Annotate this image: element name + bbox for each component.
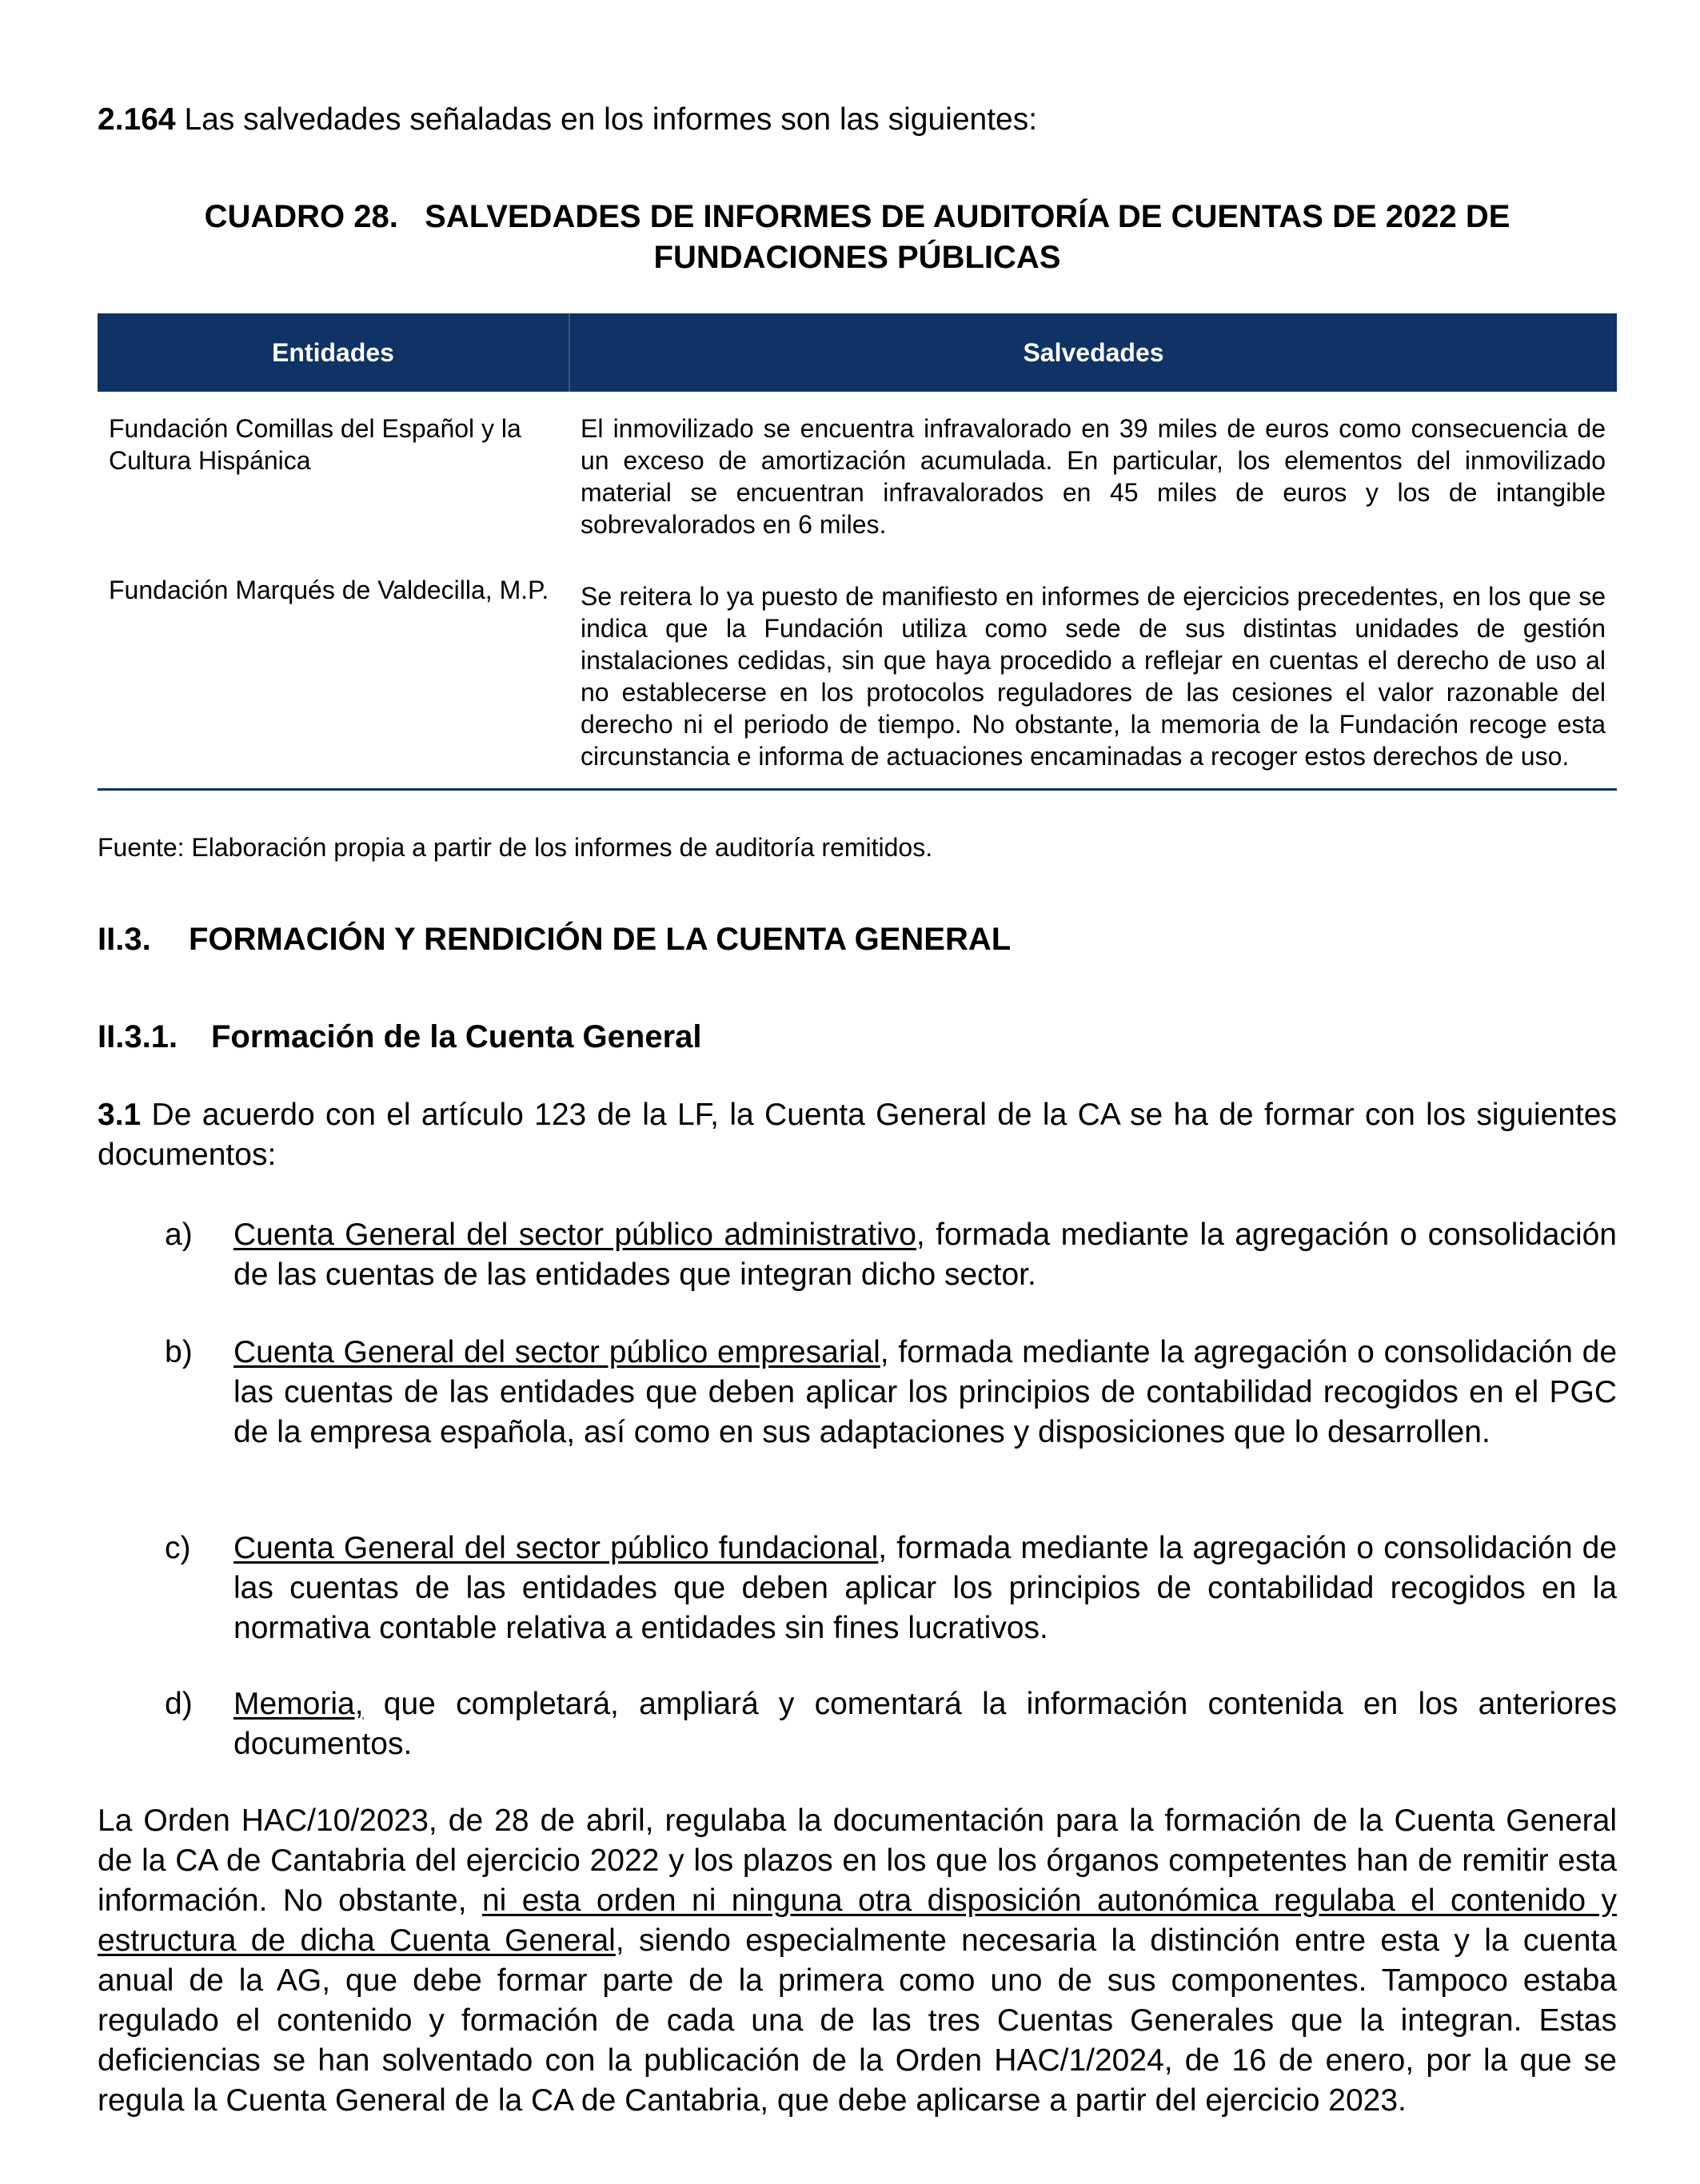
section-number: II.3. <box>98 922 151 957</box>
table-title <box>98 197 1617 278</box>
paragraph-text: De acuerdo con el artículo 123 de la LF, la Cuenta General de la CA se ha de formar con los siguientes documentos: <box>98 1098 1617 1172</box>
table-row <box>98 392 1617 572</box>
list-item-text <box>233 1528 1617 1648</box>
section-heading-ii3 <box>98 919 1011 959</box>
list-item-text <box>233 1333 1617 1453</box>
table-title-line-1: CUADRO 28. SALVEDADES DE INFORMES DE AUDITORÍA DE CUENTAS DE 2022 DE <box>204 199 1510 234</box>
paragraph-2-164 <box>98 100 1617 140</box>
underlined-term: Cuenta General del sector público fundacional <box>233 1531 879 1565</box>
underlined-term: Cuenta General del sector público administrativo <box>233 1218 916 1252</box>
table-title-line-2: FUNDACIONES PÚBLICAS <box>653 240 1061 275</box>
column-header-salvedades: Salvedades <box>569 313 1617 392</box>
list-letter: a) <box>165 1218 193 1252</box>
list-item <box>98 1684 1617 1764</box>
list-item-text <box>233 1684 1617 1764</box>
list-letter: c) <box>165 1531 191 1565</box>
underlined-term: Memoria, <box>233 1687 364 1721</box>
list-item-text <box>233 1215 1617 1295</box>
list-item <box>98 1528 1617 1648</box>
paragraph-number: 3.1 <box>98 1098 142 1132</box>
list-letter: d) <box>165 1687 193 1721</box>
column-header-entidades: Entidades <box>98 313 569 392</box>
salvedad-cell: El inmovilizado se encuentra infravalorado en 39 miles de euros como consecuencia de un exceso de amortización acumulada. En particular, los elementos del inmovilizado material se encuentran infravalorados en 45 miles de euros y los de intangible sobrevalorados en 6 miles. <box>581 414 1606 539</box>
subsection-number: II.3.1. <box>98 1019 178 1054</box>
paragraph-text: Las salvedades señaladas en los informes son las siguientes: <box>175 102 1038 137</box>
list-item-rest: , formada mediante la agregación o consolidación de las cuentas de las entidades que deben aplicar los principios de contabilidad recogidos en el PGC de la empresa española, así como en sus adaptaciones y disposiciones que lo desarrollen. <box>233 1335 1618 1449</box>
entity-cell: Fundación Comillas del Español y la Cultura Hispánica <box>109 414 521 475</box>
paragraph-number: 2.164 <box>98 102 176 137</box>
table-row <box>98 572 1617 790</box>
list-item-rest: que completará, ampliará y comentará la información contenida en los anteriores documentos. <box>233 1687 1617 1761</box>
subsection-title: Formación de la Cuenta General <box>211 1019 702 1054</box>
paragraph-orden <box>98 1801 1617 2121</box>
list-item <box>98 1215 1617 1295</box>
entity-cell: Fundación Marqués de Valdecilla, M.P. <box>98 572 569 790</box>
list-item-rest: , formada mediante la agregación o consolidación de las cuentas de las entidades que deben aplicar los principios de contabilidad recogidos en la normativa contable relativa a entidades sin fines lucrativos. <box>233 1531 1618 1645</box>
list-letter: b) <box>165 1335 193 1369</box>
salvedad-cell: Se reitera lo ya puesto de manifiesto en informes de ejercicios precedentes, en los que se indica que la Fundación utiliza como sede de sus distintas unidades de gestión instalaciones cedidas, sin que haya procedido a reflejar en cuentas el derecho de uso al no establecerse en los protocolos reguladores de las cesiones el valor razonable del derecho ni el periodo de tiempo. No obstante, la memoria de la Fundación recoge esta circunstancia e informa de actuaciones encaminadas a recoger estos derechos de uso. <box>569 572 1617 790</box>
paragraph-text-after: , siendo especialmente necesaria la distinción entre esta y la cuenta anual de la AG, que debe formar parte de la primera como uno de sus componentes. Tampoco estaba regulado el contenido y formación de cada una de las tres Cuentas Generales que la integran. Estas deficiencias se han solventado con la publicación de la Orden HAC/1/2024, de 16 de enero, por la que se regula la Cuenta General de la CA de Cantabria, que debe aplicarse a partir del ejercicio 2023. <box>98 1923 1618 2118</box>
subsection-heading-ii31 <box>98 1017 702 1057</box>
underlined-term: Cuenta General del sector público empresarial <box>233 1335 880 1369</box>
salvedades-table <box>98 313 1617 791</box>
salvedades-table-container <box>98 313 1617 791</box>
paragraph-text-before: La Orden HAC/10/2023, de 28 de abril, regulaba la documentación para la formación de la Cuenta General de la CA de Cantabria del ejercicio 2022 y los plazos en los que los órganos competentes han de remitir esta información. No obstante, <box>98 1803 1617 1918</box>
table-header-row <box>98 313 1617 392</box>
list-item <box>98 1333 1617 1453</box>
section-title: FORMACIÓN Y RENDICIÓN DE LA CUENTA GENERAL <box>189 922 1012 957</box>
paragraph-3-1 <box>98 1095 1617 1175</box>
list-item-rest: , formada mediante la agregación o consolidación de las cuentas de las entidades que integran dicho sector. <box>233 1218 1617 1292</box>
underlined-statement: ni esta orden ni ninguna otra disposición autonómica regulaba el contenido y estructura de dicha Cuenta General <box>98 1883 1617 1958</box>
table-source-note: Fuente: Elaboración propia a partir de los informes de auditoría remitidos. <box>98 833 933 862</box>
